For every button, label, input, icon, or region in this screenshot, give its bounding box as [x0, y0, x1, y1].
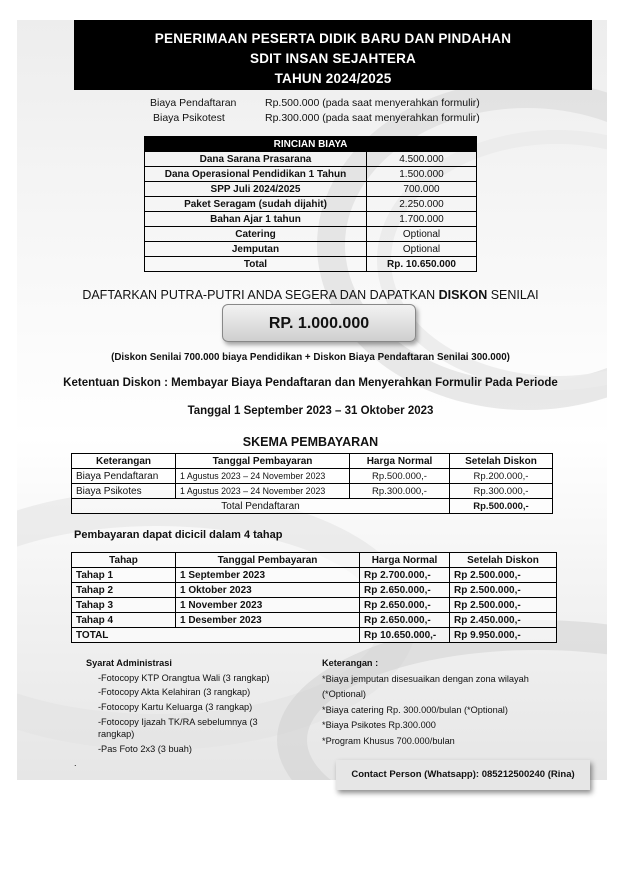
cell: Rp 2.700.000,- — [360, 568, 450, 583]
list-item: -Fotocopy KTP Orangtua Wali (3 rangkap) — [98, 672, 270, 683]
promo-text-end: SENILAI — [487, 288, 539, 302]
table-row — [145, 257, 477, 272]
cost-value: Optional — [367, 242, 477, 257]
stray-dot: . — [74, 758, 77, 768]
table-row — [145, 227, 477, 242]
column-header: Setelah Diskon — [450, 553, 557, 568]
skema-title: SKEMA PEMBAYARAN — [242, 435, 379, 449]
cell: Tahap 2 — [72, 583, 176, 598]
cell: 1 Oktober 2023 — [176, 583, 360, 598]
requirements-title: Syarat Administrasi — [86, 658, 172, 668]
list-item: -Fotocopy Ijazah TK/RA sebelumnya (3 rangkap) — [98, 717, 258, 739]
cell: 1 Desember 2023 — [176, 613, 360, 628]
list-item: -Fotocopy Kartu Keluarga (3 rangkap) — [98, 701, 253, 712]
cost-value: 1.700.000 — [367, 212, 477, 227]
column-header: Setelah Diskon — [450, 454, 553, 469]
notes-title: Keterangan : — [322, 658, 379, 668]
table-row — [72, 469, 553, 484]
column-header: Tahap — [72, 553, 176, 568]
cost-value: 700.000 — [367, 182, 477, 197]
list-item: *Biaya catering Rp. 300.000/bulan (*Optional) — [322, 704, 508, 715]
cell: Rp 2.500.000,- — [450, 568, 557, 583]
table-row — [145, 212, 477, 227]
table-row — [145, 182, 477, 197]
cost-item: Jemputan — [145, 242, 367, 257]
column-header: Tanggal Pembayaran — [176, 454, 350, 469]
cell: Rp 2.650.000,- — [360, 583, 450, 598]
cost-total-label: Total — [145, 257, 367, 272]
table-row — [145, 197, 477, 212]
total-label: Total Pendaftaran — [72, 499, 450, 514]
header-line-2: SDIT INSAN SEJAHTERA — [249, 51, 417, 66]
cost-item: Paket Seragam (sudah dijahit) — [145, 197, 367, 212]
cost-item: Dana Sarana Prasarana — [145, 152, 367, 167]
cell: Rp 2.500.000,- — [450, 598, 557, 613]
rincian-title: RINCIAN BIAYA — [145, 137, 477, 152]
total-value: Rp.500.000,- — [450, 499, 553, 514]
cell: Tahap 3 — [72, 598, 176, 613]
total-diskon: Rp 9.950.000,- — [450, 628, 557, 643]
list-item: *Biaya jemputan disesuaikan dengan zona wilayah — [322, 673, 529, 684]
cell: 1 September 2023 — [176, 568, 360, 583]
table-row — [72, 484, 553, 499]
fee-value: Rp.500.000 (pada saat menyerahkan formulir) — [265, 97, 480, 109]
table-row — [72, 613, 557, 628]
cell: Tahap 1 — [72, 568, 176, 583]
cell: Rp.300.000,- — [450, 484, 553, 499]
header-line-3: TAHUN 2024/2025 — [274, 71, 392, 86]
discount-period: Tanggal 1 September 2023 – 31 Oktober 2023 — [187, 405, 434, 417]
cell: Biaya Psikotes — [72, 484, 176, 499]
requirements-list — [86, 656, 316, 757]
table-row — [145, 152, 477, 167]
promo-text: DAFTARKAN PUTRA-PUTRI ANDA SEGERA DAN DAPATKAN — [82, 288, 439, 302]
cost-value: 4.500.000 — [367, 152, 477, 167]
cell: 1 Agustus 2023 – 24 November 2023 — [176, 469, 350, 484]
column-header: Harga Normal — [360, 553, 450, 568]
list-item: -Fotocopy Akta Kelahiran (3 rangkap) — [98, 687, 251, 697]
cell: Tahap 4 — [72, 613, 176, 628]
column-header: Tanggal Pembayaran — [176, 553, 360, 568]
installment-table — [71, 552, 557, 643]
cell: Rp.200.000,- — [450, 469, 553, 484]
column-header: Harga Normal — [350, 454, 450, 469]
cell: 1 Agustus 2023 – 24 November 2023 — [176, 484, 350, 499]
list-item: *Biaya Psikotes Rp.300.000 — [322, 720, 436, 730]
list-item: (*Optional) — [322, 689, 366, 699]
cost-item: Dana Operasional Pendidikan 1 Tahun — [145, 167, 367, 182]
total-normal: Rp 10.650.000,- — [360, 628, 450, 643]
cost-item: Bahan Ajar 1 tahun — [145, 212, 367, 227]
cost-item: SPP Juli 2024/2025 — [145, 182, 367, 197]
table-row — [72, 598, 557, 613]
cell: Rp 2.650.000,- — [360, 613, 450, 628]
skema-pembayaran-table — [71, 453, 553, 514]
installment-title: Pembayaran dapat dicicil dalam 4 tahap — [74, 529, 283, 541]
rincian-biaya-table — [144, 136, 477, 272]
table-row — [145, 242, 477, 257]
promo-line — [0, 288, 621, 302]
table-row — [72, 568, 557, 583]
cell: Biaya Pendaftaran — [72, 469, 176, 484]
cost-total-value: Rp. 10.650.000 — [367, 257, 477, 272]
table-row — [72, 583, 557, 598]
cell: Rp.500.000,- — [350, 469, 450, 484]
cell: Rp 2.500.000,- — [450, 583, 557, 598]
cost-value: 2.250.000 — [367, 197, 477, 212]
fee-label: Biaya Pendaftaran — [150, 97, 237, 109]
cost-item: Catering — [145, 227, 367, 242]
column-header: Keterangan — [72, 454, 176, 469]
cell: Rp 2.650.000,- — [360, 598, 450, 613]
list-item: *Program Khusus 700.000/bulan — [322, 735, 455, 746]
fee-value: Rp.300.000 (pada saat menyerahkan formulir) — [265, 112, 480, 124]
contact-person-box: Contact Person (Whatsapp): 085212500240 (Rina) — [336, 760, 590, 790]
cell: Rp.300.000,- — [350, 484, 450, 499]
table-row — [145, 167, 477, 182]
cell: 1 November 2023 — [176, 598, 360, 613]
list-item: -Pas Foto 2x3 (3 buah) — [98, 744, 192, 754]
cost-value: Optional — [367, 227, 477, 242]
discount-amount-box: RP. 1.000.000 — [222, 304, 416, 342]
discount-detail: (Diskon Senilai 700.000 biaya Pendidikan + Diskon Biaya Pendaftaran Senilai 300.000) — [111, 352, 510, 363]
fee-label: Biaya Psikotest — [153, 112, 225, 124]
discount-terms: Ketentuan Diskon : Membayar Biaya Pendaftaran dan Menyerahkan Formulir Pada Periode — [63, 377, 558, 389]
table-row — [72, 628, 557, 643]
header-line-1: PENERIMAAN PESERTA DIDIK BARU DAN PINDAHAN — [154, 31, 512, 46]
cell: Rp 2.450.000,- — [450, 613, 557, 628]
header-banner — [74, 20, 592, 90]
total-label: TOTAL — [72, 628, 360, 643]
cost-value: 1.500.000 — [367, 167, 477, 182]
promo-bold: DISKON — [438, 288, 488, 302]
table-row — [72, 499, 553, 514]
notes-list — [322, 656, 582, 749]
